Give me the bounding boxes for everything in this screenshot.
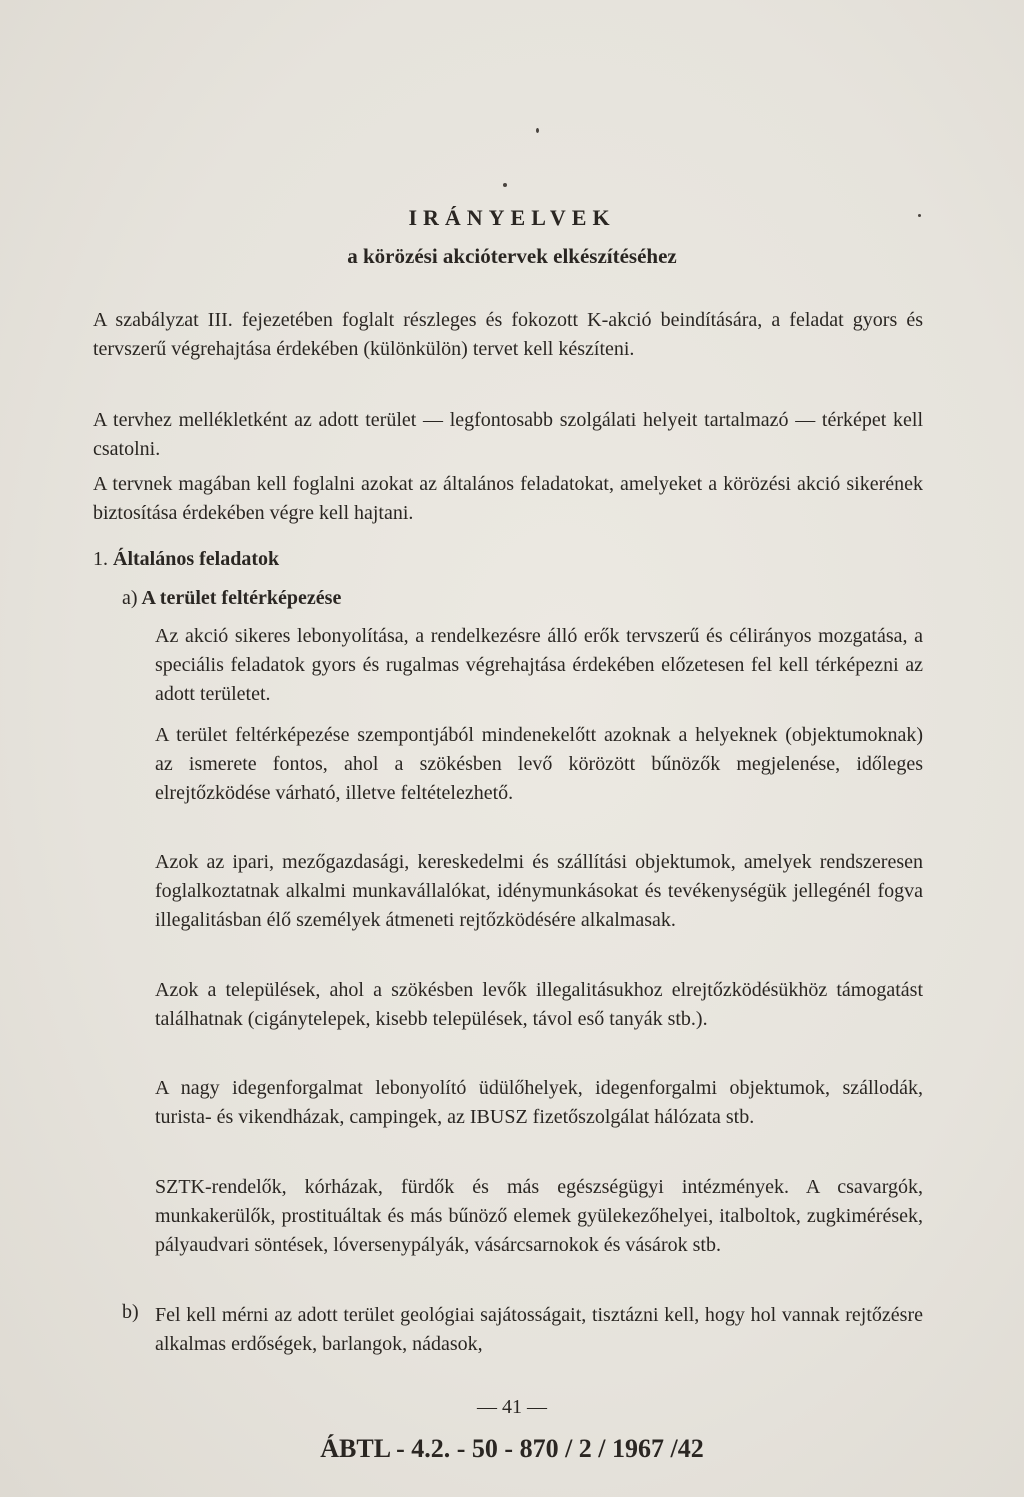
body-paragraph: SZTK-rendelők, kórházak, fürdők és más egészségügyi intézmények. A csavargók, munkakerülők, prostituáltak és más bűnöző elemek gyülekezőhelyei, italboltok, zugkimérések, pályaudvari söntések, lóversenypályák, vásárcsarnokok és vásárok stb. — [155, 1176, 923, 1256]
body-paragraph: Azok a települések, ahol a szökésben levők illegalitásukhoz elrejtőzködésükhöz támogatást találhatnak (cigánytelepek, kisebb települések, távol eső tanyák stb.). — [155, 979, 923, 1030]
subsection-heading — [122, 587, 341, 610]
intro-paragraph: A tervhez mellékletként az adott terület — legfontosabb szolgálati helyeit tartalmazó — térképet kell csatolni. — [93, 409, 923, 460]
body-paragraph: Fel kell mérni az adott terület geológiai sajátosságait, tisztázni kell, hogy hol vannak rejtőzésre alkalmas erdőségek, barlangok, nádasok, — [155, 1304, 923, 1355]
section-heading — [93, 548, 279, 571]
intro-paragraph: A szabályzat III. fejezetében foglalt részleges és fokozott K-akció beindítására, a feladat gyors és tervszerű végrehajtása érdekében (különkülön) tervet kell készíteni. — [93, 309, 923, 360]
archive-reference: ÁBTL - 4.2. - 50 - 870 / 2 / 1967 /42 — [320, 1434, 704, 1463]
page-number: — 41 — — [477, 1396, 547, 1418]
intro-paragraph: A tervnek magában kell foglalni azokat az általános feladatokat, amelyeket a körözési akció sikerének biztosítása érdekében végre kell hajtani. — [93, 473, 923, 524]
section-number: 1. — [93, 548, 108, 570]
body-paragraph: Az akció sikeres lebonyolítása, a rendelkezésre álló erők tervszerű és célirányos mozgatása, a speciális feladatok gyors és rugalmas végrehajtása érdekében előzetesen fel kell térképezni az adott területet. — [155, 625, 923, 705]
body-paragraph: A nagy idegenforgalmat lebonyolító üdülőhelyek, idegenforgalmi objektumok, szállodák, turista- és vikendházak, campingek, az IBUSZ fizetőszolgálat hálózata stb. — [155, 1077, 923, 1128]
document-title: IRÁNYELVEK — [408, 205, 616, 230]
body-paragraph: Azok az ipari, mezőgazdasági, kereskedelmi és szállítási objektumok, amelyek rendszeresen foglalkoztatnak alkalmi munkavállalókat, idénymunkásokat és tevékenységük jellegénél fogva illegalitásban élő személyek átmeneti rejtőzködésére alkalmasak. — [155, 851, 923, 931]
subsection-title: A terület feltérképezése — [141, 587, 342, 609]
subsection-label: b) — [122, 1301, 139, 1323]
section-title: Általános feladatok — [113, 548, 280, 570]
body-paragraph: A terület feltérképezése szempontjából mindenekelőtt azoknak a helyeknek (objektumoknak) az ismerete fontos, ahol a szökésben levő körözött bűnözők megjelenése, időleges elrejtőzködése várható, illetve feltételezhető. — [155, 724, 923, 804]
document-subtitle: a körözési akciótervek elkészítéséhez — [347, 244, 677, 268]
paper-speck — [503, 183, 507, 187]
paper-speck — [536, 128, 539, 133]
subsection-label: a) — [122, 587, 138, 609]
